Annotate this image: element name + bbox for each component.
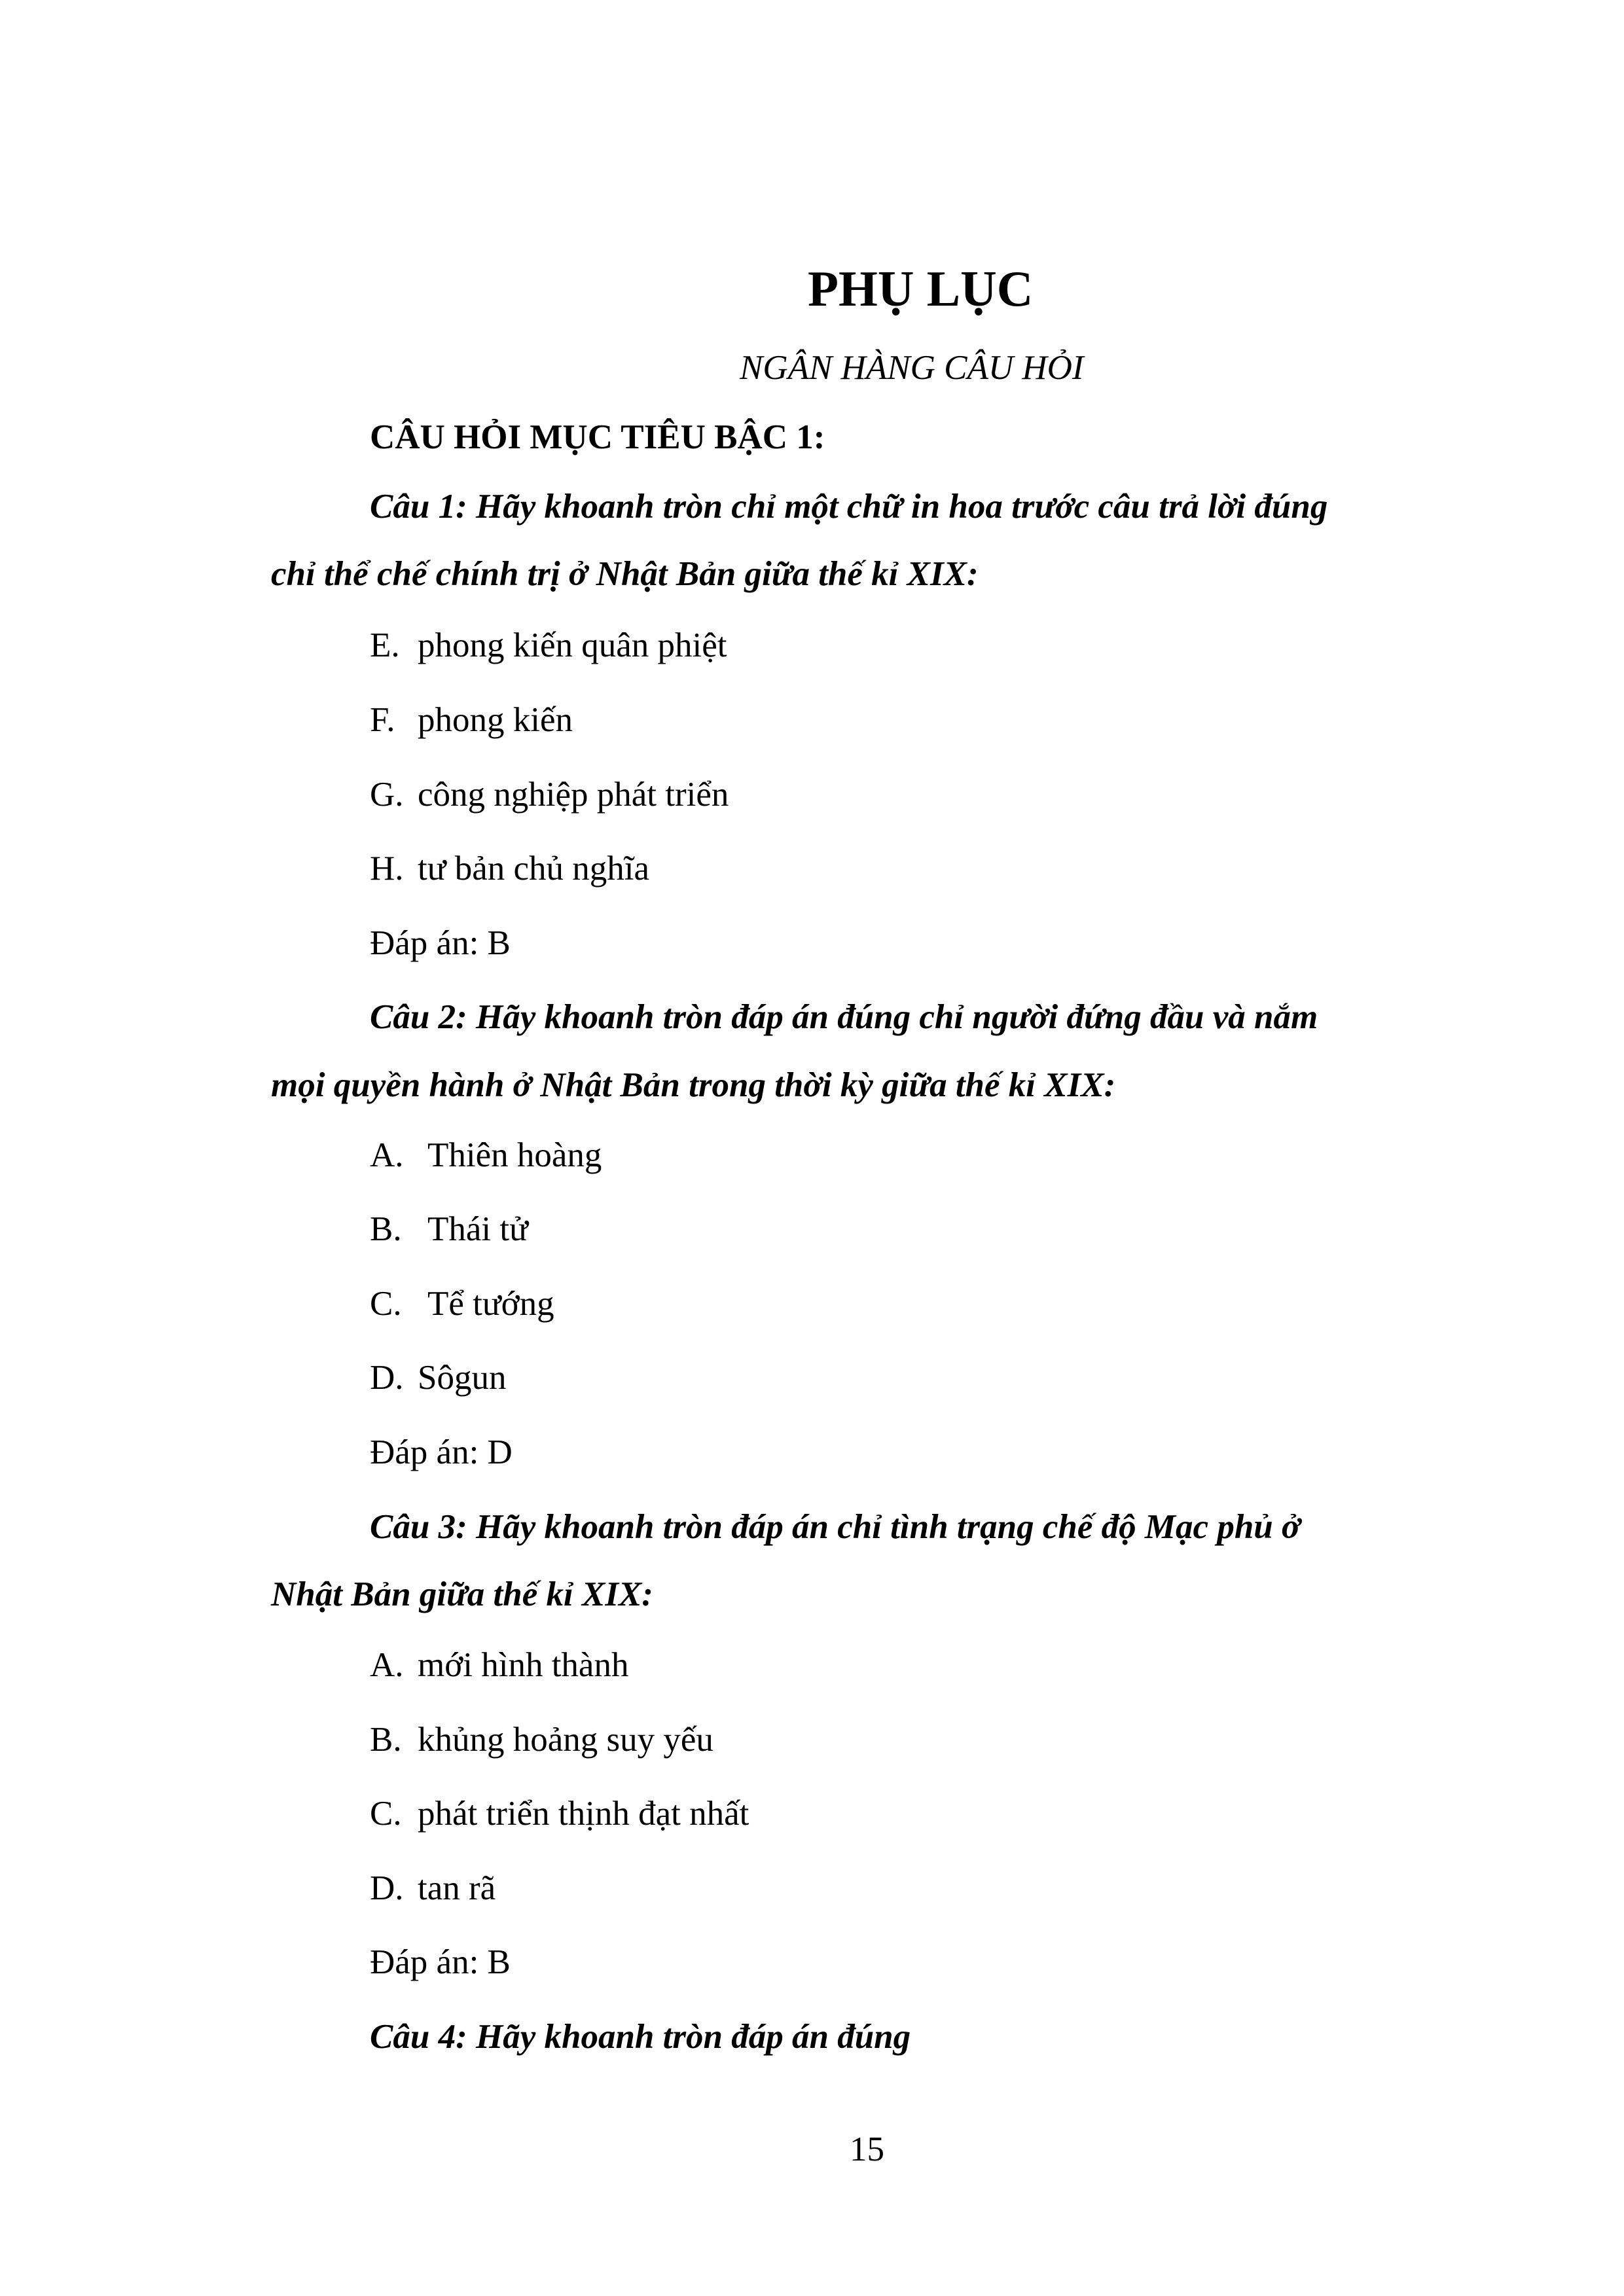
option-text: phong kiến xyxy=(418,701,573,739)
question-2-option-d xyxy=(370,1357,506,1399)
page-number: 15 xyxy=(850,2130,884,2168)
question-3-answer: Đáp án: B xyxy=(370,1943,511,1981)
question-1-answer: Đáp án: B xyxy=(370,924,511,962)
option-text: mới hình thành xyxy=(418,1646,629,1684)
option-letter: A. xyxy=(370,1646,404,1684)
page-title: PHỤ LỤC xyxy=(808,260,1034,317)
option-letter: A. xyxy=(370,1136,404,1174)
option-letter: F. xyxy=(370,701,395,739)
question-1-line-1: Câu 1: Hãy khoanh tròn chỉ một chữ in hoa trước câu trả lời đúng xyxy=(370,488,1328,526)
option-letter: C. xyxy=(370,1795,402,1833)
option-text: Thiên hoàng xyxy=(427,1136,602,1174)
option-text: Tể tướng xyxy=(427,1285,554,1323)
section-heading: CÂU HỎI MỤC TIÊU BẬC 1: xyxy=(370,418,825,456)
option-text: phát triển thịnh đạt nhất xyxy=(418,1795,749,1833)
question-4-line-1: Câu 4: Hãy khoanh tròn đáp án đúng xyxy=(370,2018,911,2056)
question-2-option-a xyxy=(370,1134,602,1176)
question-3-line-1: Câu 3: Hãy khoanh tròn đáp án chỉ tình trạng chế độ Mạc phủ ở xyxy=(370,1508,1301,1546)
option-letter: D. xyxy=(370,1359,404,1397)
option-letter: E. xyxy=(370,626,400,664)
option-letter: B. xyxy=(370,1210,402,1248)
question-1-line-2: chỉ thể chế chính trị ở Nhật Bản giữa thế kỉ XIX: xyxy=(271,555,979,593)
option-text: phong kiến quân phiệt xyxy=(418,626,727,664)
question-1-option-f xyxy=(370,699,573,741)
question-3-option-b xyxy=(370,1719,713,1761)
option-text: Thái tử xyxy=(427,1210,528,1248)
option-letter: H. xyxy=(370,850,404,888)
question-2-option-b xyxy=(370,1208,528,1250)
question-2-answer: Đáp án: D xyxy=(370,1433,513,1471)
option-letter: D. xyxy=(370,1869,404,1907)
option-letter: G. xyxy=(370,776,404,814)
option-letter: B. xyxy=(370,1721,402,1759)
question-2-line-2: mọi quyền hành ở Nhật Bản trong thời kỳ giữa thế kỉ XIX: xyxy=(271,1066,1116,1104)
question-2-line-1: Câu 2: Hãy khoanh tròn đáp án đúng chỉ người đứng đầu và nắm xyxy=(370,998,1318,1036)
page-subtitle: NGÂN HÀNG CÂU HỎI xyxy=(740,349,1084,387)
question-3-option-a xyxy=(370,1644,628,1686)
option-text: tan rã xyxy=(418,1869,496,1907)
option-letter: C. xyxy=(370,1285,402,1323)
option-text: Sôgun xyxy=(418,1359,507,1397)
question-3-option-d xyxy=(370,1867,496,1909)
question-1-option-h xyxy=(370,848,649,889)
option-text: tư bản chủ nghĩa xyxy=(418,850,649,888)
option-text: khủng hoảng suy yếu xyxy=(418,1721,713,1759)
question-2-option-c xyxy=(370,1283,554,1325)
question-1-option-e xyxy=(370,624,727,666)
option-text: công nghiệp phát triển xyxy=(418,776,729,814)
question-3-option-c xyxy=(370,1793,749,1835)
question-1-option-g xyxy=(370,774,729,816)
question-3-line-2: Nhật Bản giữa thế kỉ XIX: xyxy=(271,1575,653,1613)
